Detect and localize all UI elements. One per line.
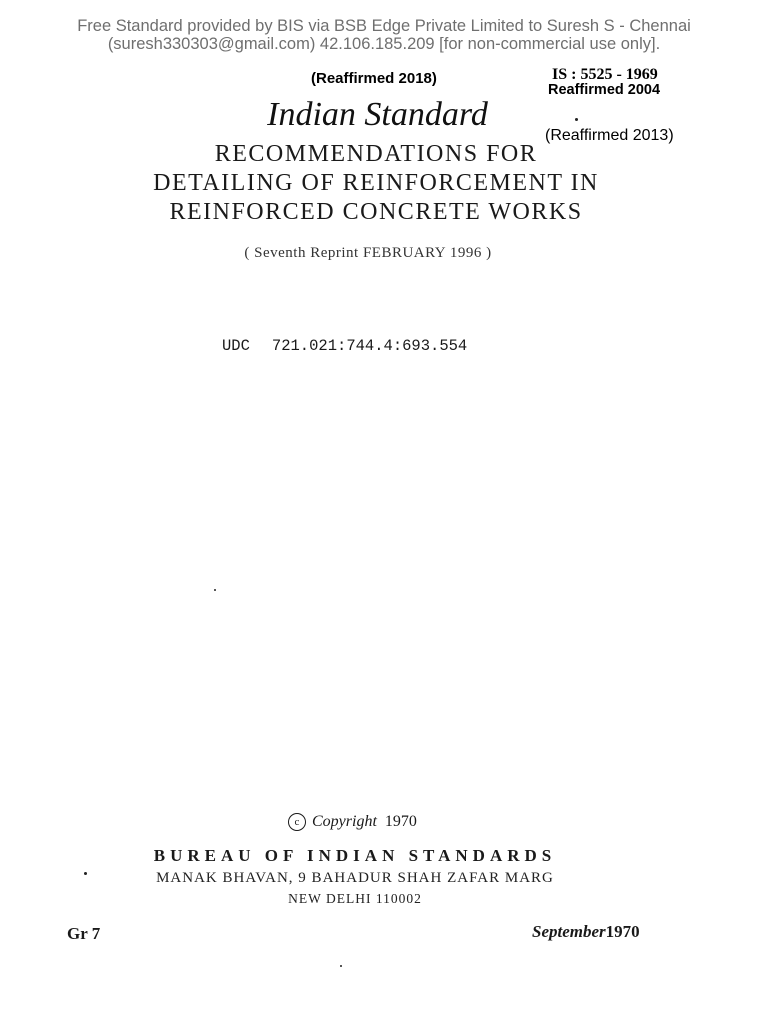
watermark — [0, 17, 768, 53]
publisher-city: NEW DELHI 110002 — [288, 891, 422, 906]
scan-speck — [84, 872, 87, 875]
publication-month: September — [532, 922, 606, 941]
title-line-1: RECOMMENDATIONS FOR — [214, 141, 538, 167]
publisher-address: MANAK BHAVAN, 9 BAHADUR SHAH ZAFAR MARG — [156, 870, 554, 886]
title-line-3: REINFORCED CONCRETE WORKS — [169, 199, 583, 225]
udc-label: UDC — [222, 337, 250, 355]
scan-speck — [575, 118, 578, 121]
reaffirmed-2013-stamp: (Reaffirmed 2013) — [545, 127, 674, 144]
document-title — [0, 140, 752, 227]
copyright-word: Copyright — [312, 813, 377, 830]
price-grade: Gr 7 — [67, 924, 101, 943]
scan-speck — [340, 965, 342, 967]
reaffirmed-2018-stamp: (Reaffirmed 2018) — [311, 70, 437, 87]
copyright-notice — [288, 813, 417, 831]
standard-label: Indian Standard — [267, 96, 488, 133]
copyright-year: 1970 — [384, 813, 417, 830]
udc-value: 721.021:744.4:693.554 — [271, 337, 468, 355]
copyright-icon: c — [288, 813, 306, 831]
is-code: IS : 5525 - 1969 — [552, 66, 658, 83]
publication-date — [532, 922, 640, 942]
reaffirmed-2004-stamp: Reaffirmed 2004 — [548, 82, 661, 98]
watermark-line-1: Free Standard provided by BIS via BSB Edge Private Limited to Suresh S - Chennai — [77, 17, 691, 35]
publisher-name: BUREAU OF INDIAN STANDARDS — [153, 846, 557, 865]
title-line-2: DETAILING OF REINFORCEMENT IN — [153, 170, 599, 196]
publication-year: 1970 — [605, 922, 640, 941]
watermark-line-2: (suresh330303@gmail.com) 42.106.185.209 [for non-commercial use only]. — [107, 35, 661, 53]
scan-speck — [214, 589, 216, 591]
reprint-note: ( Seventh Reprint FEBRUARY 1996 ) — [244, 245, 492, 261]
udc-code — [222, 337, 467, 355]
